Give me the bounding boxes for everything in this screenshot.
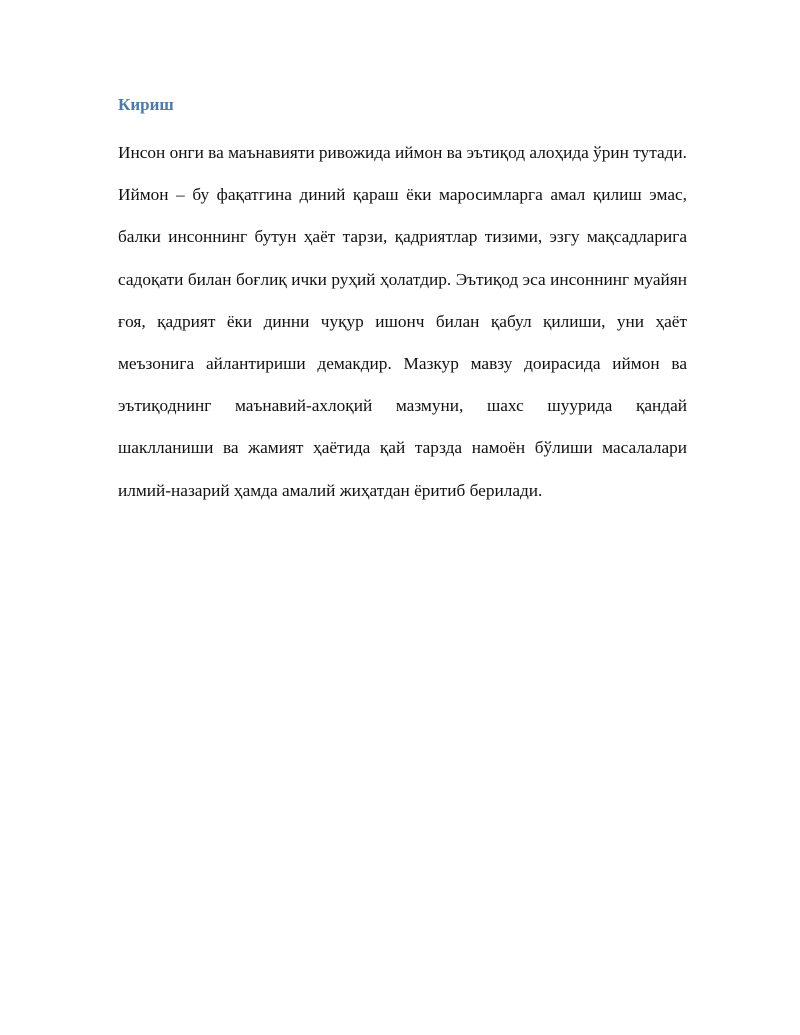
body-paragraph: Инсон онги ва маънавияти ривожида иймон ва эътиқод алоҳида ўрин тутади. Иймон – бу фақатгина диний қараш ёки маросимларга амал қилиш эмас, балки инсоннинг бутун ҳаёт тарзи, қадриятлар тизими, эзгу мақсадларига садоқати билан боғлиқ ички руҳий ҳолатдир. Эътиқод эса инсоннинг муайян ғоя, қадрият ёки динни чуқур ишонч билан қабул қилиши, уни ҳаёт меъзонига айлантириши демакдир. Мазкур мавзу доирасида иймон ва эътиқоднинг маънавий-ахлоқий мазмуни, шахс шуурида қандай шаклланиши ва жамият ҳаётида қай тарзда намоён бўлиши масалалари илмий-назарий ҳамда амалий жиҳатдан ёритиб берилади. bbox=[118, 143, 687, 500]
section-heading: Кириш bbox=[118, 95, 174, 114]
